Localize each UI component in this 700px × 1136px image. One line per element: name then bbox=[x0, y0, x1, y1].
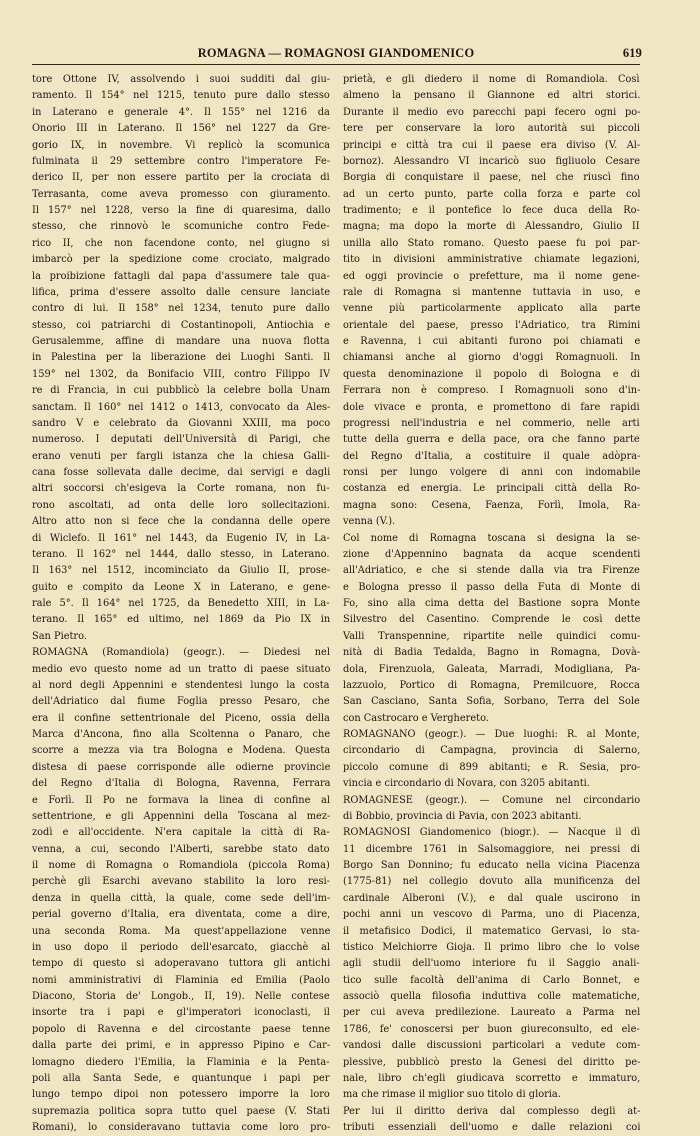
right-column-line: tistico Melchiorre Gioja. Il primo libro che lo volse bbox=[343, 941, 640, 953]
left-column-line: guito e compito da Leone X in Laterano, e gene- bbox=[32, 581, 330, 593]
left-column-line: in Palestina per la liberazione dei Luoghi Santi. Il bbox=[32, 352, 330, 364]
left-column-line: terano. Il 165° ed ultimo, nel 1869 da Pio IX in bbox=[32, 614, 330, 626]
right-column-line: nale, libro ch'egli giudicava scorretto e immaturo, bbox=[343, 1072, 640, 1084]
right-column-line: costanza ed energia. Le principali città della Ro- bbox=[343, 483, 640, 495]
right-column-line: vandosi dalle discussioni particolari a vedute com- bbox=[343, 1040, 640, 1052]
left-column-line: denza in quella città, la quale, come sede dell'im- bbox=[32, 892, 330, 904]
left-column-line: tore Ottone IV, assolvendo i suoi sudditi dal giu- bbox=[32, 74, 330, 85]
right-column-line: Ferrara non è compreso. I Romagnuoli sono d'in- bbox=[343, 385, 640, 397]
left-column-line: Diacono, Storia de' Longob., II, 19). Nelle contese bbox=[32, 991, 330, 1002]
right-column-line: agli studii dell'uomo interiore fu il Saggio anali- bbox=[343, 958, 640, 970]
page-title: ROMAGNA — ROMAGNOSI GIANDOMENICO bbox=[197, 46, 475, 60]
right-column-line: tributi essenziali dell'uomo e dalle relazioni coi bbox=[343, 1122, 640, 1133]
right-column-line: venna (V.). bbox=[343, 516, 396, 528]
left-column-line: in Laterano e generale 4°. Il 155° nel 1216 da bbox=[32, 106, 330, 118]
left-column-line: dell'Adriatico dal fiume Foglia presso Pesaro, che bbox=[32, 696, 330, 708]
right-column-line: tradimento; e il pontefice lo fece duca della Ro- bbox=[343, 205, 640, 216]
right-column-line: orientale del paese, presso l'Adriatico, tra Rimini bbox=[343, 319, 640, 331]
right-column-line: Durante il medio evo parecchi papi fecero ogni po- bbox=[343, 106, 640, 118]
right-column-line: per cui aveva predilezione. Laureato a Parma nel bbox=[343, 1007, 640, 1019]
left-column-line: del Regno d'Italia di Bologna, Ravenna, Ferrara bbox=[32, 778, 330, 790]
left-column-line: ROMAGNA (Romandiola) (geogr.). — Diedesi nel bbox=[32, 647, 330, 659]
left-column-line: numeroso. I deputati dell'Università di Parigi, che bbox=[32, 434, 330, 446]
left-column-line: lungo tempo dipoi non potessero imporre la loro bbox=[32, 1089, 330, 1101]
right-column-line: (1775-81) nel collegio dovuto alla munificenza del bbox=[343, 876, 640, 888]
left-column-line: Altro atto non si fece che la condanna delle opere bbox=[32, 516, 330, 528]
right-column-line: almeno la pensano il Giannone ed altri storici. bbox=[343, 90, 640, 102]
right-column-line: 1786, fe' conoscersi per buon giureconsulto, ed ele- bbox=[343, 1023, 640, 1035]
left-column-line: in uso dopo il periodo dell'esarcato, giacchè al bbox=[32, 941, 330, 953]
left-column-line: lifica, prima d'essere assolto dalle censure lanciate bbox=[32, 286, 330, 298]
right-column-line: rale di Romagna si mantenne tuttavia in uso, e bbox=[343, 286, 640, 298]
left-column-line: Gerusalemme, affine di mandare una nuova flotta bbox=[32, 336, 330, 347]
left-column-line: perchè gli Esarchi avevano stabilito la loro resi- bbox=[32, 876, 330, 888]
right-column-line: ed oggi provincie o prefetture, ma il nome gene- bbox=[343, 270, 640, 282]
left-column-line: tempo di questo si adoperavano tuttora gli antichi bbox=[32, 958, 330, 970]
right-column-line: venne più particolarmente applicato alla parte bbox=[343, 303, 640, 315]
left-column-line: imbarcò per la spedizione come crociato, malgrado bbox=[32, 254, 330, 266]
right-column-line: tico sulle facoltà dell'anima di Carlo Bonnet, e bbox=[343, 974, 640, 986]
right-column-line: lazzuolo, Portico di Romagna, Premilcuore, Rocca bbox=[343, 679, 640, 691]
right-column-line: magna; ma dopo la morte di Alessandro, Giulio II bbox=[343, 221, 640, 233]
left-column-line: Terrasanta, come aveva promesso con giuramento. bbox=[32, 188, 330, 200]
right-column-line: tutte della guerra e della pace, ora che fanno parte bbox=[343, 434, 640, 446]
left-column-line: distesa di paese corrisponde alle odierne provincie bbox=[32, 761, 330, 773]
left-column-line: sanctam. Il 160° nel 1412 o 1413, convocato da Ales- bbox=[32, 401, 330, 413]
right-column-line: tito in divisioni amministrative chiamate legazioni, bbox=[343, 254, 640, 266]
left-column-line: rale 5°. Il 164° nel 1725, da Benedetto XIII, in La- bbox=[32, 598, 330, 609]
left-column-line: re di Francia, in cui pubblicò la celebre bolla Unam bbox=[32, 385, 330, 397]
left-column-line: fulminata il 29 settembre contro l'imperatore Fe- bbox=[32, 155, 330, 167]
right-column-line: Fo, sino alla cima detta del Bastione sopra Monte bbox=[343, 598, 640, 609]
left-column-line: altri soccorsi ch'esigeva la Corte romana, non fu- bbox=[32, 483, 330, 495]
right-column-line: chiamansi anche al giorno d'oggi Romagnuoli. In bbox=[343, 352, 640, 364]
right-column-line: bornoz). Alessandro VI incaricò suo figliuolo Cesare bbox=[343, 155, 640, 167]
left-column-line: ramento. Il 154° nel 1215, tenuto pure dallo stesso bbox=[32, 90, 330, 102]
left-column-line: una seconda Roma. Ma quest'appellazione venne bbox=[32, 925, 330, 937]
left-column-line: Marca d'Ancona, fino alla Scoltenna o Panaro, che bbox=[32, 729, 330, 740]
left-column-line: stesso, coi patriarchi di Costantinopoli, Antiochia e bbox=[32, 319, 330, 331]
right-column-line: questa denominazione il popolo di Bologna e di bbox=[343, 368, 640, 380]
right-column-line: ad un certo punto, parte colla forza e parte col bbox=[343, 188, 640, 200]
running-header bbox=[32, 46, 640, 65]
left-column-line: Il 163° nel 1512, incominciato da Giulio II, prose- bbox=[32, 565, 330, 577]
right-column-line: all'Adriatico, e che si stende dalla via tra Firenze bbox=[343, 565, 640, 577]
left-column-line: Il 157° nel 1228, verso la fine di quaresima, dallo bbox=[32, 205, 330, 216]
left-column-line: sandro V e celebrato da Giovanni XXIII, ma poco bbox=[32, 417, 330, 429]
right-column-line: San Casciano, Santa Sofia, Sorbano, Terra del Sole bbox=[343, 696, 640, 708]
right-column-line: il metafisico Dodici, il matematico Gervasi, lo sta- bbox=[343, 925, 640, 937]
left-column-line: rico II, che non facendone conto, nel giugno si bbox=[32, 237, 330, 249]
left-column-line: scorre a mezza via tra Bologna e Modena. Questa bbox=[32, 745, 330, 757]
left-column-line: stesso, che rinnovò le scomuniche contro Fede- bbox=[32, 221, 330, 233]
page-number: 619 bbox=[622, 46, 642, 60]
right-column-line: plessive, pubblicò presto la Genesi del diritto pe- bbox=[343, 1056, 640, 1068]
right-column-line: Per lui il diritto deriva dal complesso degli at- bbox=[343, 1105, 640, 1117]
left-column-line: la proibizione fattagli dal papa d'assumere tale qua- bbox=[32, 270, 330, 282]
left-column-line: contro di lui. Il 158° nel 1234, tenuto pure dallo bbox=[32, 303, 330, 315]
left-column-line: erano venuti per fargli istanza che la chiesa Galli- bbox=[32, 450, 330, 462]
right-column-line: ma che rimase il miglior suo titolo di gloria. bbox=[343, 1089, 561, 1101]
left-column-line: zodì e all'occidente. N'era capitale la città di Ra- bbox=[32, 827, 330, 839]
left-column-line: e Forlì. Il Po ne formava la linea di confine al bbox=[32, 794, 330, 806]
right-column-line: e Ravenna, i cui abitanti furono poi chiamati e bbox=[343, 336, 640, 347]
right-column-line: nità di Badia Tedalda, Bagno in Romagna, Dovà- bbox=[343, 647, 640, 659]
left-column-line: insorte tra i papi e gl'imperatori iconoclasti, il bbox=[32, 1007, 330, 1019]
right-column-line: Col nome di Romagna toscana si designa la se- bbox=[343, 532, 640, 544]
right-column-line: dole vivace e pronta, e promettono di fare rapidi bbox=[343, 401, 640, 413]
left-column bbox=[32, 72, 330, 1136]
right-column-line: 11 dicembre 1761 in Salsomaggiore, nei pressi di bbox=[343, 843, 640, 855]
right-column-line: Silvestro del Casentino. Comprende le così dette bbox=[343, 614, 640, 626]
right-column-line: piccolo comune di 899 abitanti; e R. Sesia, pro- bbox=[343, 761, 640, 773]
right-column-line: vincia e circondario di Novara, con 3205 abitanti. bbox=[343, 778, 590, 790]
right-column-line: dola, Firenzuola, Galeata, Marradi, Modigliana, Pa- bbox=[343, 663, 640, 675]
left-column-line: era il confine settentrionale del Piceno, ossia della bbox=[32, 712, 330, 724]
right-column-line: magna sono: Cesena, Faenza, Forlì, Imola, Ra- bbox=[343, 499, 640, 511]
left-column-line: il nome di Romagna o Romandiola (piccola Roma) bbox=[32, 860, 330, 871]
left-column-line: supremazia politica sopra tutto quel paese (V. Stati bbox=[32, 1105, 330, 1117]
right-column-line: unilla allo Stato romano. Questo paese fu poi par- bbox=[343, 237, 640, 249]
left-column-line: rono ascoltati, ad onta delle loro sollecitazioni. bbox=[32, 499, 330, 511]
right-column-line: e Bologna presso il passo della Futa di Monte di bbox=[343, 581, 640, 593]
right-column-line: con Castrocaro e Verghereto. bbox=[343, 712, 489, 724]
left-column-line: 159° nel 1302, da Bonifacio VIII, contro Filippo IV bbox=[32, 368, 330, 380]
left-column-line: venna, a cui, secondo l'Alberti, sarebbe stato dato bbox=[32, 843, 330, 855]
right-column-line: associò quella filosofia induttiva colle matematiche, bbox=[343, 991, 640, 1002]
right-column-line: di Bobbio, provincia di Pavia, con 2023 abitanti. bbox=[343, 810, 582, 822]
right-column-line: cardinale Alberoni (V.), e dal quale uscirono in bbox=[343, 892, 640, 904]
left-column-line: popolo di Ravenna e del circostante paese tenne bbox=[32, 1023, 330, 1035]
left-column-line: Romani), lo consideravano tuttavia come loro pro- bbox=[32, 1122, 330, 1133]
left-column-line: gorio IX, in novembre. Vi replicò la scomunica bbox=[32, 139, 330, 151]
right-column-line: Valli Transpennine, ripartite nelle quindici comu- bbox=[343, 630, 640, 642]
left-column-line: derico II, per non essere partito per la crociata di bbox=[32, 172, 330, 184]
left-column-line: medio evo questo nome ad un tratto di paese situato bbox=[32, 663, 330, 675]
left-column-line: terano. Il 162° nel 1444, dallo stesso, in Laterano. bbox=[32, 548, 330, 560]
right-column-line: zione d'Appennino bagnata da acque scendenti bbox=[343, 548, 640, 560]
right-column-line: tere per conservare la loro autorità sui piccoli bbox=[343, 123, 640, 135]
left-column-line: lomagno diedero l'Emilia, la Flaminia e la Penta- bbox=[32, 1056, 330, 1068]
left-column-line: cana fosse sollevata dalle decime, dai servigi e dagli bbox=[32, 467, 330, 478]
right-column-line: circondario di Campagna, provincia di Salerno, bbox=[343, 745, 640, 757]
left-column-line: perial governo d'Italia, era diventata, come a dire, bbox=[32, 909, 330, 921]
left-column-line: poli alla Santa Sede, e quantunque i papi per bbox=[32, 1072, 330, 1084]
left-column-line: di Wiclefo. Il 161° nel 1443, da Eugenio IV, in La- bbox=[32, 532, 330, 544]
right-column-line: prietà, e gli diedero il nome di Romandiola. Così bbox=[343, 74, 640, 85]
right-column-line: ronsi per lungo volgere di anni con indomabile bbox=[343, 467, 640, 478]
right-column-line: Borgia di conquistare il paese, nel che riuscì fino bbox=[343, 172, 640, 184]
left-column-line: dalla parte dei primi, e in appresso Pipino e Car- bbox=[32, 1040, 330, 1052]
left-column-line: al nord degli Appennini e stendentesi lungo la costa bbox=[32, 679, 330, 691]
right-column-line: ROMAGNESE (geogr.). — Comune nel circondario bbox=[343, 794, 640, 806]
right-column-line: Borgo San Donnino; fu educato nella vicina Piacenza bbox=[343, 860, 640, 871]
left-column-line: nomi amministrativi di Flaminia ed Emilia (Paolo bbox=[32, 974, 330, 986]
right-column-line: progressi nell'industria e nel commerio, nelle arti bbox=[343, 417, 640, 429]
right-column bbox=[343, 72, 640, 1136]
right-column-line: ROMAGNANO (geogr.). — Due luoghi: R. al Monte, bbox=[343, 729, 640, 740]
left-column-line: San Pietro. bbox=[32, 630, 87, 642]
right-column-line: principi e città tra cui il paese era diviso (V. Al- bbox=[343, 139, 640, 151]
left-column-line: settentrione, e gli Appennini della Toscana al mez- bbox=[32, 810, 330, 822]
right-column-line: ROMAGNOSI Giandomenico (biogr.). — Nacque il dì bbox=[343, 827, 640, 839]
right-column-line: del Regno d'Italia, a costituire il quale adòpra- bbox=[343, 450, 640, 462]
right-column-line: pochi anni un vescovo di Parma, uno di Piacenza, bbox=[343, 909, 640, 921]
left-column-line: Onorio III in Laterano. Il 156° nel 1227 da Gre- bbox=[32, 123, 330, 135]
